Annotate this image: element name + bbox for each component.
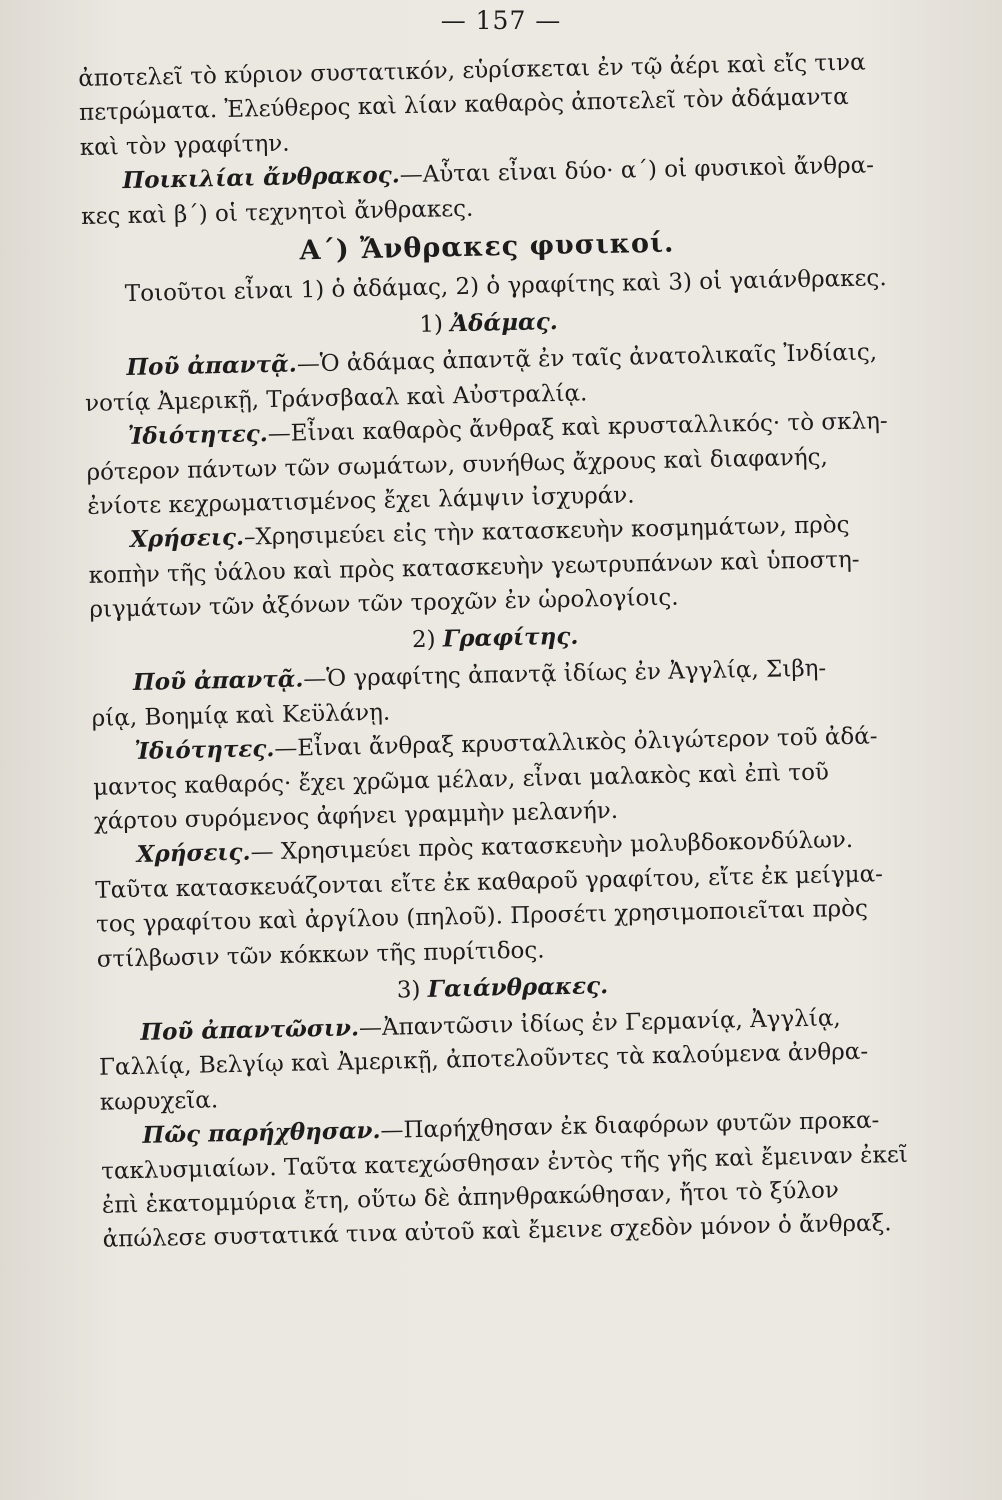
- text-line: πετρώματα. Ἐλεύθερος καὶ λίαν καθαρὸς ἀποτελεῖ τὸν ἀδάμαντα: [78, 84, 849, 127]
- text-line: Τοιοῦτοι εἶναι 1) ὁ ἀδάμας, 2) ὁ γραφίτης καὶ 3) οἱ γαιάνθρακες.: [124, 265, 887, 308]
- text-line: τος γραφίτου καὶ ἀργίλου (πηλοῦ). Προσέτι χρησιμοποιεῖται πρὸς: [95, 895, 869, 939]
- body-text: [78, 45, 913, 1257]
- paragraph-diamond-where: Ποῦ ἀπαντᾷ.—Ὁ ἀδάμας ἀπαντᾷ ἐν ταῖς ἀνατολικαῖς Ἰνδίαις,: [126, 339, 878, 382]
- term-varieties: Ποικιλίαι ἄνθρακος.: [122, 161, 400, 195]
- text-line: κωρυχεῖα.: [99, 1087, 219, 1116]
- subheading-graphite: 2) Γραφίτης.: [411, 623, 579, 654]
- text-line: μαντος καθαρός· ἔχει χρῶμα μέλαν, εἶναι μαλακὸς καὶ ἐπὶ τοῦ: [92, 759, 830, 801]
- text-line: ριγμάτων τῶν ἀξόνων τῶν τροχῶν ἐν ὡρολογίοις.: [89, 584, 679, 623]
- paragraph-graphite-uses: Χρήσεις.— Χρησιμεύει πρὸς κατασκευὴν μολυβδοκονδύλων.: [136, 827, 854, 869]
- paragraph-coal-where: Ποῦ ἀπαντῶσιν.—Ἀπαντῶσιν ἰδίως ἐν Γερμανίᾳ, Ἀγγλίᾳ,: [140, 1005, 841, 1046]
- paragraph-diamond-uses: Χρήσεις.–Χρησιμεύει εἰς τὴν κατασκευὴν κοσμημάτων, πρὸς: [129, 512, 850, 554]
- text-line: ρότερον πάντων τῶν σωμάτων, συνήθως ἄχρους καὶ διαφανής,: [86, 443, 829, 486]
- text-line: καὶ τὸν γραφίτην.: [79, 130, 290, 161]
- text-line: ρίᾳ, Βοημίᾳ καὶ Κεϋλάνῃ.: [91, 699, 391, 732]
- text-line: νοτίᾳ Ἀμερικῇ, Τράνσβααλ καὶ Αὐστραλίᾳ.: [84, 380, 588, 417]
- section-heading-natural-coals: Α΄) Ἄνθρακες φυσικοί.: [299, 227, 675, 267]
- text-line: ἐπὶ ἑκατομμύρια ἔτη, οὕτω δὲ ἀπηνθρακώθησαν, ἤτοι τὸ ξύλον: [101, 1177, 840, 1219]
- text-line: ἀποτελεῖ τὸ κύριον συστατικόν, εὑρίσκεται ἐν τῷ ἀέρι καὶ εἴς τινα: [78, 49, 866, 92]
- text-line: ἐνίοτε κεχρωματισμένος ἔχει λάμψιν ἰσχυράν.: [87, 482, 635, 520]
- subheading-diamond: 1) Ἀδάμας.: [419, 308, 559, 339]
- text-line: κοπὴν τῆς ὑάλου καὶ πρὸς κατασκευὴν γεωτρυπάνων καὶ ὑποστη-: [88, 546, 860, 589]
- text-varieties: —Αὗται εἶναι δύο· α΄) οἱ φυσικοὶ ἄνθρα-: [399, 152, 875, 189]
- text-line: κες καὶ β΄) οἱ τεχνητοὶ ἄνθρακες.: [80, 195, 474, 230]
- text-line: ἀπώλεσε συστατικά τινα αὐτοῦ καὶ ἔμεινε σχεδὸν μόνον ὁ ἄνθραξ.: [102, 1210, 892, 1254]
- paragraph-graphite-properties: Ἰδιότητες.—Εἶναι ἄνθραξ κρυσταλλικὸς ὀλιγώτερον τοῦ ἀδά-: [134, 723, 878, 766]
- subheading-coals: 3) Γαιάνθρακες.: [396, 972, 609, 1004]
- text-line: τακλυσμιαίων. Ταῦτα κατεχώσθησαν ἐντὸς τῆς γῆς καὶ ἔμειναν ἐκεῖ: [100, 1141, 909, 1185]
- paragraph-graphite-where: Ποῦ ἀπαντᾷ.—Ὁ γραφίτης ἀπαντᾷ ἰδίως ἐν Ἀγγλίᾳ, Σιβη-: [132, 655, 827, 697]
- text-line: Γαλλίᾳ, Βελγίῳ καὶ Ἀμερικῇ, ἀποτελοῦντες τὰ καλούμενα ἀνθρα-: [98, 1039, 869, 1082]
- text-line: στίλβωσιν τῶν κόκκων τῆς πυρίτιδος.: [96, 937, 545, 973]
- text-line: χάρτου συρόμενος ἀφήνει γραμμὴν μελανήν.: [93, 797, 619, 835]
- paragraph-diamond-properties: Ἰδιότητες.—Εἶναι καθαρὸς ἄνθραξ καὶ κρυσταλλικός· τὸ σκλη-: [127, 408, 888, 451]
- paragraph-coal-origin: Πῶς παρήχθησαν.—Παρήχθησαν ἐκ διαφόρων φυτῶν προκα-: [142, 1107, 880, 1150]
- page-number: — 157 —: [440, 6, 562, 35]
- text-line: Ταῦτα κατασκευάζονται εἴτε ἐκ καθαροῦ γραφίτου, εἴτε ἐκ μείγμα-: [95, 861, 884, 904]
